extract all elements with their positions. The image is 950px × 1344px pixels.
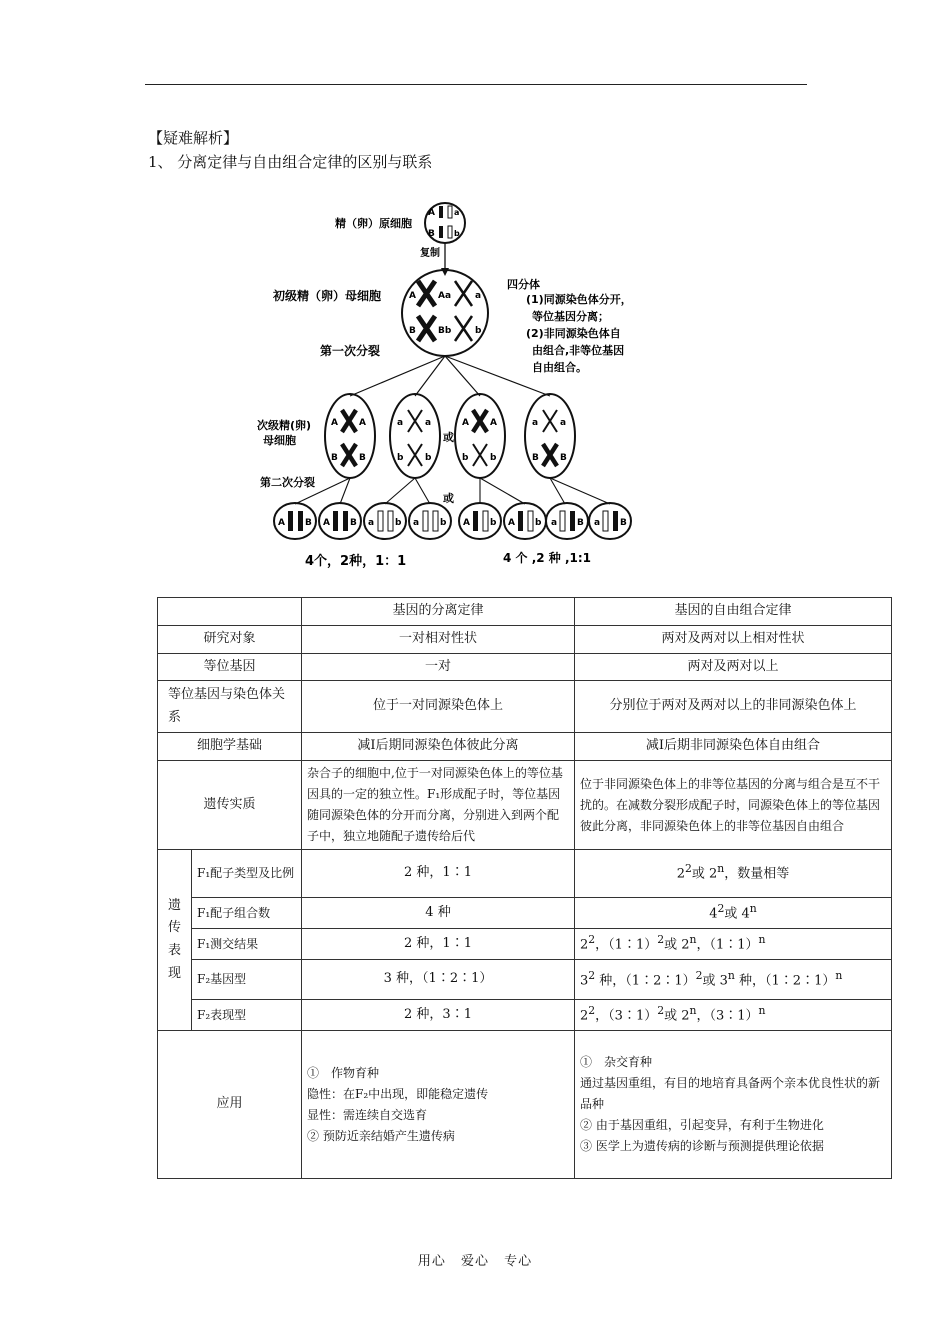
header-blank — [158, 598, 302, 626]
table-row — [158, 898, 892, 929]
meiosis-diagram — [255, 188, 655, 573]
table-row — [158, 625, 892, 653]
cell-free: $2^2$，（3∶1）$^2$或 2$^n$，（3∶1）$^n$ — [575, 1000, 892, 1031]
label-secondary-cell-2: 母细胞 — [263, 434, 296, 447]
perf-label: F₁配子组合数 — [192, 898, 302, 929]
label-result-right: 4 个 ,2 种 ,1:1 — [503, 551, 592, 565]
svg-text:B: B — [428, 229, 435, 239]
svg-text:Aa: Aa — [438, 291, 452, 301]
label-or-2: 或 — [443, 492, 454, 505]
row-label: 应用 — [158, 1031, 302, 1179]
table-header-row — [158, 598, 892, 626]
table-row — [158, 733, 892, 761]
cell-separation: 杂合子的细胞中,位于一对同源染色体上的等位基因具的一定的独立性。F₁形成配子时，等位基因随同源染色体的分开而分离，分别进入到两个配子中，独立地随配子遗传给后代 — [302, 761, 575, 850]
perf-label: F₁配子类型及比例 — [192, 850, 302, 898]
note-line-1: (1)同源染色体分开， — [526, 293, 632, 306]
row-label: 遗传实质 — [158, 761, 302, 850]
cell-free: $2^2$，（1∶1）$^2$或 2$^n$，（1∶1）$^n$ — [575, 929, 892, 960]
svg-text:A: A — [463, 518, 470, 528]
svg-text:B: B — [560, 453, 567, 463]
svg-text:A: A — [359, 418, 366, 428]
svg-text:a: a — [397, 418, 404, 428]
label-first-division: 第一次分裂 — [320, 344, 381, 358]
cell-free: 减Ⅰ后期非同源染色体自由组合 — [575, 733, 892, 761]
label-or-1: 或 — [443, 431, 454, 444]
cell-separation: 2 种，1∶1 — [302, 850, 575, 898]
app-line: 显性：需连续自交选育 — [307, 1107, 428, 1122]
svg-text:a: a — [413, 518, 420, 528]
svg-text:B: B — [331, 453, 338, 463]
row-label: 等位基因与染色体关系 — [158, 681, 302, 733]
svg-text:A: A — [490, 418, 497, 428]
svg-text:A: A — [331, 418, 338, 428]
note-line-3: (2)非同源染色体自 — [526, 327, 621, 340]
app-line: ③ 医学上为遗传病的诊断与预测提供理论依据 — [580, 1139, 824, 1154]
svg-text:b: b — [397, 453, 404, 463]
note-line-2: 等位基因分离； — [532, 310, 609, 323]
table-row — [158, 681, 892, 733]
page-footer — [0, 1250, 950, 1269]
svg-text:B: B — [532, 453, 539, 463]
app-line: ① 杂交育种 — [580, 1055, 653, 1070]
svg-text:b: b — [490, 453, 497, 463]
svg-text:b: b — [475, 326, 482, 336]
cell-free — [575, 1031, 892, 1179]
svg-text:a: a — [368, 518, 375, 528]
svg-text:b: b — [454, 229, 460, 238]
perf-char: 遗 — [167, 897, 181, 913]
cell-free: $2^2$或 2$^n$，数量相等 — [575, 850, 892, 898]
svg-text:a: a — [551, 518, 558, 528]
performance-group-label — [158, 850, 192, 1031]
svg-text:Bb: Bb — [438, 326, 452, 336]
svg-text:b: b — [490, 518, 497, 528]
section-subheading: 1、 分离定律与自由组合定律的区别与联系 — [148, 153, 433, 171]
svg-text:B: B — [409, 326, 416, 336]
svg-text:B: B — [350, 518, 357, 528]
cell-free: $3^2$ 种，（1∶2∶1）$^2$或 3$^n$ 种，（1∶2∶1）$^n$ — [575, 960, 892, 1000]
app-line: 通过基因重组，有目的地培育具备两个亲本优良性状的新品种 — [580, 1076, 881, 1112]
perf-char: 传 — [167, 920, 181, 936]
footer-word: 专心 — [504, 1254, 533, 1269]
comparison-table — [157, 597, 892, 1179]
perf-char: 表 — [167, 943, 181, 959]
cell-separation — [302, 1031, 575, 1179]
cell-separation: 一对相对性状 — [302, 625, 575, 653]
cell-free: 分别位于两对及两对以上的非同源染色体上 — [575, 681, 892, 733]
svg-text:A: A — [508, 518, 515, 528]
svg-text:a: a — [454, 208, 460, 217]
note-line-4: 由组合,非等位基因 — [532, 344, 625, 357]
svg-text:b: b — [462, 453, 469, 463]
label-secondary-cell-1: 次级精(卵) — [257, 419, 312, 432]
label-second-division: 第二次分裂 — [260, 476, 315, 489]
app-line: ① 作物育种 — [307, 1065, 380, 1080]
table-row — [158, 653, 892, 681]
header-rule — [145, 84, 807, 85]
row-label: 研究对象 — [158, 625, 302, 653]
app-line: ② 由于基因重组，引起变异，有利于生物进化 — [580, 1118, 824, 1133]
label-result-left: 4个，2种，1：1 — [305, 554, 407, 569]
footer-word: 爱心 — [460, 1254, 489, 1269]
table-row — [158, 1031, 892, 1179]
footer-word: 用心 — [417, 1254, 446, 1269]
svg-text:b: b — [440, 518, 447, 528]
cell-separation: 一对 — [302, 653, 575, 681]
svg-text:b: b — [535, 518, 542, 528]
label-tetrad: 四分体 — [507, 278, 540, 291]
label-replicate: 复制 — [420, 248, 440, 259]
table-row — [158, 850, 892, 898]
note-line-5: 自由组合。 — [532, 361, 587, 374]
cell-free: 位于非同源染色体上的非等位基因的分离与组合是互不干扰的。在减数分裂形成配子时，同源染色体上的等位基因彼此分离，非同源染色体上的非等位基因自由组合 — [575, 761, 892, 850]
cell-separation: 2 种，1∶1 — [302, 929, 575, 960]
svg-text:b: b — [425, 453, 432, 463]
svg-text:A: A — [462, 418, 469, 428]
app-line: 隐性：在F₂中出现，即能稳定遗传 — [307, 1086, 489, 1101]
label-primary-cell: 初级精（卵）母细胞 — [273, 289, 382, 303]
svg-text:a: a — [532, 418, 539, 428]
perf-char: 现 — [167, 965, 181, 981]
svg-text:A: A — [278, 518, 285, 528]
table-row — [158, 761, 892, 850]
svg-text:B: B — [620, 518, 627, 528]
svg-text:a: a — [560, 418, 567, 428]
cell-separation: 4 种 — [302, 898, 575, 929]
header-free-combination-law: 基因的自由组合定律 — [575, 598, 892, 626]
perf-label: F₁测交结果 — [192, 929, 302, 960]
svg-text:a: a — [475, 291, 482, 301]
app-line: ② 预防近亲结婚产生遗传病 — [307, 1128, 455, 1143]
svg-text:B: B — [359, 453, 366, 463]
section-heading: 【疑难解析】 — [148, 129, 239, 147]
svg-text:a: a — [425, 418, 432, 428]
header-separation-law: 基因的分离定律 — [302, 598, 575, 626]
svg-text:a: a — [594, 518, 601, 528]
row-label: 细胞学基础 — [158, 733, 302, 761]
row-label: 等位基因 — [158, 653, 302, 681]
cell-free: 两对及两对以上相对性状 — [575, 625, 892, 653]
svg-text:b: b — [395, 518, 402, 528]
svg-text:B: B — [305, 518, 312, 528]
cell-separation: 3 种，（1∶2∶1） — [302, 960, 575, 1000]
svg-text:A: A — [409, 291, 416, 301]
label-mother-cell: 精（卵）原细胞 — [335, 217, 412, 230]
perf-label: F₂基因型 — [192, 960, 302, 1000]
cell-separation: 2 种，3∶1 — [302, 1000, 575, 1031]
cell-separation: 位于一对同源染色体上 — [302, 681, 575, 733]
table-row — [158, 960, 892, 1000]
cell-free: 两对及两对以上 — [575, 653, 892, 681]
svg-text:A: A — [428, 208, 435, 218]
perf-label: F₂表现型 — [192, 1000, 302, 1031]
cell-separation: 减Ⅰ后期同源染色体彼此分离 — [302, 733, 575, 761]
svg-text:B: B — [577, 518, 584, 528]
svg-text:A: A — [323, 518, 330, 528]
table-row — [158, 1000, 892, 1031]
table-row — [158, 929, 892, 960]
cell-free: $4^2$或 4$^n$ — [575, 898, 892, 929]
